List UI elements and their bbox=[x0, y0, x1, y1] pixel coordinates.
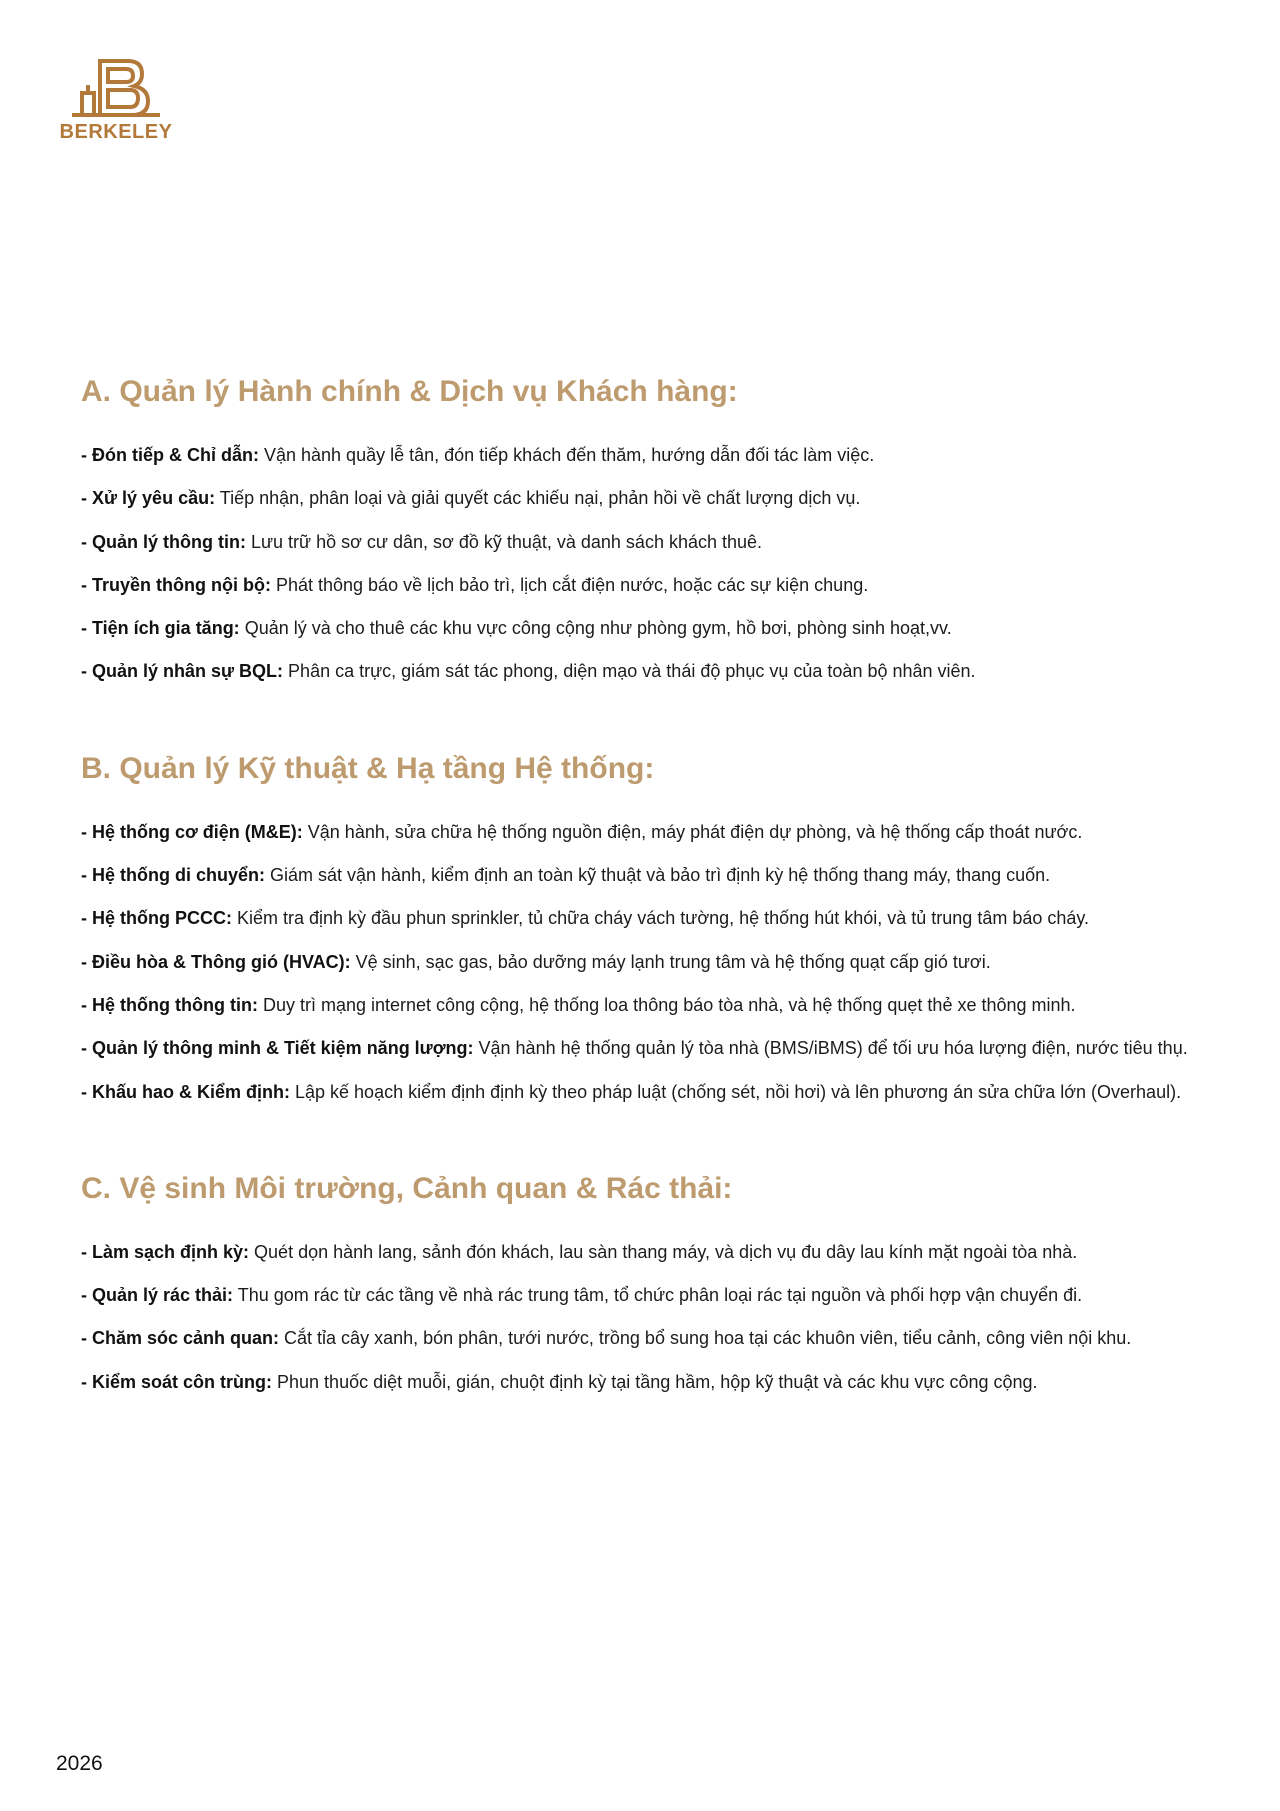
list-item: - Hệ thống PCCC: Kiểm tra định kỳ đầu phun sprinkler, tủ chữa cháy vách tường, hệ thống hút khói, và tủ trung tâm báo cháy. bbox=[81, 908, 1090, 929]
berkeley-logo bbox=[55, 55, 177, 155]
list-item: - Đón tiếp & Chỉ dẫn: Vận hành quầy lễ tân, đón tiếp khách đến thăm, hướng dẫn đối tác làm việc. bbox=[81, 445, 875, 465]
footer-year: 2026 bbox=[56, 1752, 103, 1775]
list-item: - Quản lý nhân sự BQL: Phân ca trực, giám sát tác phong, diện mạo và thái độ phục vụ của toàn bộ nhân viên. bbox=[81, 661, 976, 682]
list-item: - Tiện ích gia tăng: Quản lý và cho thuê các khu vực công cộng như phòng gym, hồ bơi, phòng sinh hoạt,vv. bbox=[81, 618, 952, 639]
list-item: - Chăm sóc cảnh quan: Cắt tỉa cây xanh, bón phân, tưới nước, trồng bổ sung hoa tại các khuôn viên, tiểu cảnh, công viên nội khu. bbox=[81, 1328, 1132, 1349]
list-item: - Hệ thống thông tin: Duy trì mạng internet công cộng, hệ thống loa thông báo tòa nhà, và hệ thống quẹt thẻ xe thông minh. bbox=[81, 994, 1076, 1015]
list-item: - Hệ thống cơ điện (M&E): Vận hành, sửa chữa hệ thống nguồn điện, máy phát điện dự phòng, và hệ thống cấp thoát nước. bbox=[81, 821, 1083, 842]
logo-wordmark: BERKELEY bbox=[59, 121, 173, 143]
section-title: A. Quản lý Hành chính & Dịch vụ Khách hàng: bbox=[81, 375, 738, 408]
list-item: - Làm sạch định kỳ: Quét dọn hành lang, sảnh đón khách, lau sàn thang máy, và dịch vụ đu dây lau kính mặt ngoài tòa nhà. bbox=[81, 1241, 1078, 1262]
list-item: - Xử lý yêu cầu: Tiếp nhận, phân loại và giải quyết các khiếu nại, phản hồi về chất lượng dịch vụ. bbox=[81, 488, 861, 509]
section-title: C. Vệ sinh Môi trường, Cảnh quan & Rác thải: bbox=[81, 1171, 733, 1205]
berkeley-monogram-icon bbox=[70, 55, 162, 119]
list-item: - Hệ thống di chuyển: Giám sát vận hành, kiểm định an toàn kỹ thuật và bảo trì định kỳ hệ thống thang máy, thang cuốn. bbox=[81, 865, 1051, 886]
section-environment bbox=[81, 1165, 1191, 1404]
list-item: - Khấu hao & Kiểm định: Lập kế hoạch kiểm định định kỳ theo pháp luật (chống sét, nồi hơi) và lên phương án sửa chữa lớn (Overhaul). bbox=[81, 1081, 1182, 1102]
list-item: - Quản lý rác thải: Thu gom rác từ các tầng về nhà rác trung tâm, tổ chức phân loại rác tại nguồn và phối hợp vận chuyển đi. bbox=[81, 1285, 1083, 1306]
list-item: - Điều hòa & Thông gió (HVAC): Vệ sinh, sạc gas, bảo dưỡng máy lạnh trung tâm và hệ thống quạt cấp gió tươi. bbox=[81, 951, 991, 972]
list-item: - Quản lý thông tin: Lưu trữ hồ sơ cư dân, sơ đồ kỹ thuật, và danh sách khách thuê. bbox=[81, 531, 763, 552]
section-title: B. Quản lý Kỹ thuật & Hạ tầng Hệ thống: bbox=[81, 751, 655, 785]
list-item: - Quản lý thông minh & Tiết kiệm năng lượng: Vận hành hệ thống quản lý tòa nhà (BMS/iBMS) để tối ưu hóa lượng điện, nước tiêu thụ. bbox=[81, 1038, 1188, 1059]
list-item: - Truyền thông nội bộ: Phát thông báo về lịch bảo trì, lịch cắt điện nước, hoặc các sự kiện chung. bbox=[81, 574, 869, 595]
document-body bbox=[81, 368, 1191, 1404]
section-technical bbox=[81, 745, 1191, 1114]
list-item: - Kiểm soát côn trùng: Phun thuốc diệt muỗi, gián, chuột định kỳ tại tầng hầm, hộp kỹ thuật và các khu vực công cộng. bbox=[81, 1371, 1038, 1392]
section-administration bbox=[81, 368, 1191, 694]
